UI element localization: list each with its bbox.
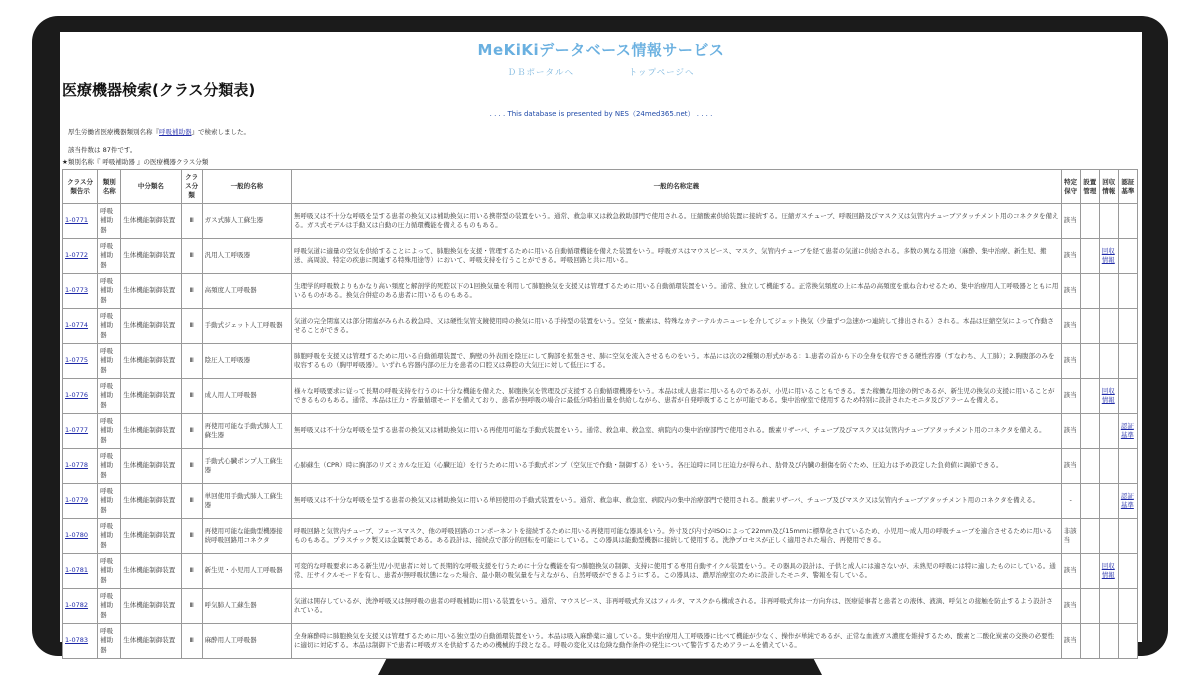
maintenance-cell: 該当 (1062, 309, 1080, 343)
class-code-cell (63, 309, 97, 343)
certification-cell (1119, 519, 1137, 553)
installation-cell (1081, 449, 1099, 483)
table-row (63, 274, 1137, 308)
class-code-cell (63, 624, 97, 658)
recall-link[interactable]: 回収情報 (1101, 246, 1115, 264)
class-code-link[interactable]: 1-0773 (65, 286, 89, 295)
general-name-cell: 成人用人工呼吸器 (203, 379, 291, 413)
general-name-cell: 再使用可能な能動型機器接続呼吸回路用コネクタ (203, 519, 291, 553)
class-code-link[interactable]: 1-0772 (65, 251, 89, 260)
recall-cell (1100, 589, 1118, 623)
installation-cell (1081, 274, 1099, 308)
general-name-cell: 新生児・小児用人工呼吸器 (203, 554, 291, 588)
category-cell: 呼吸補助器 (98, 449, 120, 483)
table-row (63, 344, 1137, 378)
general-name-cell: 陰圧人工呼吸器 (203, 344, 291, 378)
class-code-cell (63, 204, 97, 238)
recall-cell (1100, 274, 1118, 308)
certification-cell (1119, 309, 1137, 343)
header-class-notice: クラス分類告示 (63, 170, 97, 203)
category-cell: 呼吸補助器 (98, 554, 120, 588)
subclass-cell: 生体機能制御装置 (121, 589, 180, 623)
classification-table (62, 169, 1138, 659)
category-cell: 呼吸補助器 (98, 519, 120, 553)
table-row (63, 589, 1137, 623)
class-code-link[interactable]: 1-0780 (65, 531, 89, 540)
definition-cell: 可変的な呼吸要求にある新生児/小児患者に対して長期的な呼吸支援を行うために十分な機能を有つ肺胞換気の制御、支持に使用する専用自動サイクル装置をいう。その器具の設計は、子供と成人には適さないが、未熟児の呼吸には特に適したものにしている。通常、圧サイクルモードを有し、患者が無呼吸状態になった場合、最小限の吸気量を与えながら、自然呼吸ができるようにする。この器具は、濃厚治療室のために設計したモニタ、警報を有している。 (292, 554, 1061, 588)
category-cell: 呼吸補助器 (98, 239, 120, 273)
category-cell: 呼吸補助器 (98, 309, 120, 343)
definition-cell: 気道の完全閉塞又は部分閉塞がみられる救急時、又は硬性気管支鏡使用時の換気に用いる手持型の装置をいう。空気・酸素は、特殊なカテーテルカニューレを介してジェット換気（少量ずつ急速かつ連続して排出される）される。本品は圧縮空気によって作動させることができる。 (292, 309, 1061, 343)
subclass-cell: 生体機能制御装置 (121, 309, 180, 343)
installation-cell (1081, 484, 1099, 518)
installation-cell (1081, 519, 1099, 553)
class-cell: Ⅲ (182, 309, 202, 343)
class-code-link[interactable]: 1-0781 (65, 566, 89, 575)
class-code-link[interactable]: 1-0774 (65, 321, 89, 330)
presented-by-text: . . . . This database is presented by NES（24med365.net） . . . . (489, 110, 713, 118)
maintenance-cell: 該当 (1062, 449, 1080, 483)
header-recall: 回収情報 (1100, 170, 1118, 203)
installation-cell (1081, 379, 1099, 413)
maintenance-cell: 該当 (1062, 344, 1080, 378)
table-row (63, 379, 1137, 413)
maintenance-cell: 該当 (1062, 414, 1080, 448)
general-name-cell: 手動式ジェット人工呼吸器 (203, 309, 291, 343)
certification-cell (1119, 624, 1137, 658)
recall-cell (1100, 204, 1118, 238)
class-code-link[interactable]: 1-0775 (65, 356, 89, 365)
table-row (63, 414, 1137, 448)
general-name-cell: 高頻度人工呼吸器 (203, 274, 291, 308)
definition-cell: 肺胞呼吸を支援又は管理するために用いる自動循環装置で、胸壁の外表面を陰圧にして胸部を拡張させ、肺に空気を流入させるものをいう。本品には次の2種類の形式がある：1.患者の首から下の全身を収容できる硬性容器（すなわち、人工肺）；2.胸腹部のみを収容するもの（胸甲呼吸器）。いずれも容器内部の圧力を患者の口腔又は鼻腔の大気圧に対して低圧にする。 (292, 344, 1061, 378)
class-cell: Ⅲ (182, 274, 202, 308)
class-code-link[interactable]: 1-0782 (65, 601, 89, 610)
maintenance-cell: 該当 (1062, 379, 1080, 413)
certification-cell (1119, 449, 1137, 483)
header-definition: 一般的名称定義 (292, 170, 1061, 203)
maintenance-cell: 該当 (1062, 589, 1080, 623)
category-cell: 呼吸補助器 (98, 414, 120, 448)
recall-cell (1100, 414, 1118, 448)
class-code-cell (63, 344, 97, 378)
subclass-cell: 生体機能制御装置 (121, 484, 180, 518)
category-cell: 呼吸補助器 (98, 589, 120, 623)
table-row (63, 449, 1137, 483)
nav-db-portal-link[interactable]: ＤＢポータルへ (507, 68, 575, 78)
installation-cell (1081, 239, 1099, 273)
class-cell: Ⅲ (182, 449, 202, 483)
class-cell: Ⅲ (182, 379, 202, 413)
maintenance-cell: 該当 (1062, 624, 1080, 658)
recall-cell (1100, 624, 1118, 658)
recall-cell (1100, 239, 1118, 273)
table-row (63, 554, 1137, 588)
class-code-cell (63, 239, 97, 273)
table-row (63, 309, 1137, 343)
search-prefix: 厚生労働省医療機器類別名称『 (68, 128, 159, 136)
header-special-maintenance: 特定保守 (1062, 170, 1080, 203)
table-row (63, 484, 1137, 518)
category-cell: 呼吸補助器 (98, 484, 120, 518)
general-name-cell: ガス式肺人工蘇生器 (203, 204, 291, 238)
certification-cell (1119, 379, 1137, 413)
recall-cell (1100, 554, 1118, 588)
certification-cell (1119, 414, 1137, 448)
certification-cell (1119, 344, 1137, 378)
recall-cell (1100, 449, 1118, 483)
definition-cell: 全身麻酔時に肺胞換気を支援又は管理するために用いる独立型の自動循環装置をいう。本品は吸入麻酔薬に適している。集中治療用人工呼吸器に比べて機能が少なく、操作が単純であるが、正常な血液ガス濃度を維持するため、酸素と二酸化炭素の交換の必要性に適切に対応する。本品は制御下で患者に呼吸ガスを供給するための機械的手段となる。呼吸の変化又は危険な動作条件の発生について警告するためアラームを備えている。 (292, 624, 1061, 658)
certification-link[interactable]: 認証基準 (1120, 421, 1134, 439)
section-label: ★類別名称『 呼吸補助器 』の医療機器クラス分類 (62, 158, 209, 166)
general-name-cell: 単回使用手動式肺人工蘇生器 (203, 484, 291, 518)
class-code-cell (63, 274, 97, 308)
recall-link[interactable]: 回収情報 (1101, 386, 1115, 404)
table-row (63, 519, 1137, 553)
definition-cell: 無呼吸又は不十分な呼吸を呈する患者の換気又は補助換気に用いる携帯型の装置をいう。通常、救急車又は救急救助部門で使用される。圧縮酸素供給装置に接続する。圧縮ガスチューブ、呼吸回路及びマスク又は気管内チューブアタッチメント用のコネクタを備える。ガス式モデルは手動又は自動の圧力循環機能を備えるものもある。 (292, 204, 1061, 238)
class-cell: Ⅲ (182, 414, 202, 448)
class-code-link[interactable]: 1-0779 (65, 496, 89, 505)
table-row (63, 239, 1137, 273)
category-cell: 呼吸補助器 (98, 204, 120, 238)
subclass-cell: 生体機能制御装置 (121, 519, 180, 553)
certification-cell (1119, 554, 1137, 588)
search-suffix: 』で検索しました。 (191, 128, 250, 136)
table-row (63, 204, 1137, 238)
class-cell: Ⅲ (182, 554, 202, 588)
certification-cell (1119, 274, 1137, 308)
maintenance-cell: 該当 (1062, 204, 1080, 238)
installation-cell (1081, 309, 1099, 343)
table-row (63, 624, 1137, 658)
subclass-cell: 生体機能制御装置 (121, 554, 180, 588)
general-name-cell: 再使用可能な手動式肺人工蘇生器 (203, 414, 291, 448)
definition-cell: 無呼吸又は不十分な呼吸を呈する患者の換気又は補助換気に用いる再使用可能な手動式装置をいう。通常、救急車、救急室、病院内の集中治療部門で使用される。酸素リザーバ、チューブ及びマスク又は気管内チューブアタッチメント用のコネクタを備える。 (292, 414, 1061, 448)
definition-cell: 呼吸気道に適量の空気を供給することによって、肺胞換気を支援・管理するために用いる自動循環機能を備えた装置をいう。呼吸ガスはマウスピース、マスク、気管内チューブを経て患者の気道に供給される。多数の異なる用途（麻酔、集中治療、新生児、搬送、高周波、特定の疾患に関連する特殊用途等）において、呼吸支持を行うことができる。呼吸回路と共に用いる。 (292, 239, 1061, 273)
definition-cell: 生理学的呼吸数よりもかなり高い頻度と解剖学的死腔以下の1回換気量を利用して肺胞換気を支援又は管理するために用いる自動循環装置をいう。通常、独立して機能する。正常換気頻度の上に本品の高頻度を重ね合わせるため、集中治療用人工呼吸器とともに用いるものがある。換気合併症のある患者に用いるものもある。 (292, 274, 1061, 308)
class-cell: Ⅲ (182, 519, 202, 553)
class-code-link[interactable]: 1-0776 (65, 391, 89, 400)
definition-cell: 様々な呼吸要求に従って長期の呼吸支持を行うのに十分な機能を備えた、肺胞換気を管理及び支援する自動循環機器をいう。本品は成人患者に用いるものであるが、小児に用いることもできる。また稼働な用途の例であるが、新生児の換気の支援に用いることができるものもある。通常、本品は圧力・容量循環モードを備えており、患者が無呼吸の場合に最低分時拍出量を供給しながら、患者が自発呼吸することが可能である。集中治療室で使用するため特別に設計されたモニタ及びアラームを備える。 (292, 379, 1061, 413)
category-cell: 呼吸補助器 (98, 344, 120, 378)
class-code-link[interactable]: 1-0783 (65, 636, 89, 645)
class-code-cell (63, 449, 97, 483)
category-cell: 呼吸補助器 (98, 624, 120, 658)
search-result-text (68, 127, 250, 136)
header-category: 類別名称 (98, 170, 120, 203)
search-term-link[interactable]: 呼吸補助器 (159, 128, 192, 136)
site-nav (60, 66, 1142, 78)
site-title: MeKiKiデータベース情報サービス (477, 41, 725, 59)
class-cell: Ⅲ (182, 239, 202, 273)
certification-cell (1119, 589, 1137, 623)
subclass-cell: 生体機能制御装置 (121, 414, 180, 448)
header-class: クラス分類 (182, 170, 202, 203)
class-code-cell (63, 484, 97, 518)
class-cell: Ⅲ (182, 204, 202, 238)
table-header-row (63, 170, 1137, 203)
definition-cell: 無呼吸又は不十分な呼吸を呈する患者の換気又は補助換気に用いる単回使用の手動式装置をいう。通常、救急車、救急室、病院内の集中治療部門で使用される。酸素リザーバ、チューブ及びマスク又は気管内チューブアタッチメント用のコネクタを備える。 (292, 484, 1061, 518)
certification-cell (1119, 239, 1137, 273)
class-code-cell (63, 589, 97, 623)
installation-cell (1081, 414, 1099, 448)
installation-cell (1081, 204, 1099, 238)
installation-cell (1081, 554, 1099, 588)
class-code-cell (63, 554, 97, 588)
subclass-cell: 生体機能制御装置 (121, 624, 180, 658)
recall-cell (1100, 309, 1118, 343)
subclass-cell: 生体機能制御装置 (121, 344, 180, 378)
class-code-cell (63, 414, 97, 448)
nav-top-page-link[interactable]: トップページへ (628, 68, 695, 78)
maintenance-cell: 該当 (1062, 274, 1080, 308)
installation-cell (1081, 344, 1099, 378)
maintenance-cell: 非該当 (1062, 519, 1080, 553)
maintenance-cell: 該当 (1062, 239, 1080, 273)
general-name-cell: 麻酔用人工呼吸器 (203, 624, 291, 658)
page-title: 医療機器検索(クラス分類表) (62, 81, 256, 99)
installation-cell (1081, 589, 1099, 623)
certification-link[interactable]: 認証基準 (1120, 491, 1134, 509)
subclass-cell: 生体機能制御装置 (121, 204, 180, 238)
category-cell: 呼吸補助器 (98, 379, 120, 413)
class-cell: Ⅲ (182, 484, 202, 518)
subclass-cell: 生体機能制御装置 (121, 239, 180, 273)
header-installation: 設置管理 (1081, 170, 1099, 203)
maintenance-cell: - (1062, 484, 1080, 518)
result-count: 該当件数は 87件です。 (68, 146, 137, 154)
definition-cell: 心肺蘇生（CPR）時に胸部のリズミカルな圧迫（心臓圧迫）を行うために用いる手動式ポンプ（空気圧で作動・制御する）をいう。各圧迫時に同じ圧迫力が得られ、肋骨及び内臓の損傷を防ぐため、圧迫力は予め設定した負荷値に調節できる。 (292, 449, 1061, 483)
class-code-cell (63, 519, 97, 553)
class-code-link[interactable]: 1-0778 (65, 461, 89, 470)
class-cell: Ⅲ (182, 589, 202, 623)
class-code-link[interactable]: 1-0771 (65, 216, 89, 225)
header-general-name: 一般的名称 (203, 170, 291, 203)
class-code-link[interactable]: 1-0777 (65, 426, 89, 435)
certification-cell (1119, 484, 1137, 518)
definition-cell: 気道は開存しているが、洗浄呼吸又は無呼吸の患者の呼吸補助に用いる装置をいう。通常、マウスピース、非再呼吸式弁又はフィルタ、マスクから構成される。非再呼吸式弁は一方向弁は、医療従事者と患者との液体、液滴、呼気との接触を防止するよう設計されている。 (292, 589, 1061, 623)
header-subclass: 中分類名 (121, 170, 180, 203)
general-name-cell: 呼気肺人工蘇生器 (203, 589, 291, 623)
recall-link[interactable]: 回収情報 (1101, 561, 1115, 579)
subclass-cell: 生体機能制御装置 (121, 449, 180, 483)
subclass-cell: 生体機能制御装置 (121, 274, 180, 308)
certification-cell (1119, 204, 1137, 238)
header-certification: 認証基準 (1119, 170, 1137, 203)
installation-cell (1081, 624, 1099, 658)
general-name-cell: 手動式心臓ポンプ人工蘇生器 (203, 449, 291, 483)
recall-cell (1100, 344, 1118, 378)
subclass-cell: 生体機能制御装置 (121, 379, 180, 413)
recall-cell (1100, 484, 1118, 518)
maintenance-cell: 該当 (1062, 554, 1080, 588)
general-name-cell: 汎用人工呼吸器 (203, 239, 291, 273)
class-cell: Ⅲ (182, 344, 202, 378)
definition-cell: 呼吸回路と気管内チューブ、フェースマスク、他の呼吸回路のコンポーネントを接続するために用いる再使用可能な器具をいう。外寸及び内寸がISOによって22mm及び15mmに標準化されているため、小児用〜成人用の呼吸チューブを適合させるために用いるものもある。プラスチック製又は金属製である。ある設計は、接続点で部分的回転を可能にしている。この器具は能動型機器に接続して使用する。洗浄プロセスが正しく適用された場合、再使用できる。 (292, 519, 1061, 553)
category-cell: 呼吸補助器 (98, 274, 120, 308)
recall-cell (1100, 519, 1118, 553)
class-cell: Ⅲ (182, 624, 202, 658)
browser-screen (60, 32, 1142, 654)
class-code-cell (63, 379, 97, 413)
recall-cell (1100, 379, 1118, 413)
